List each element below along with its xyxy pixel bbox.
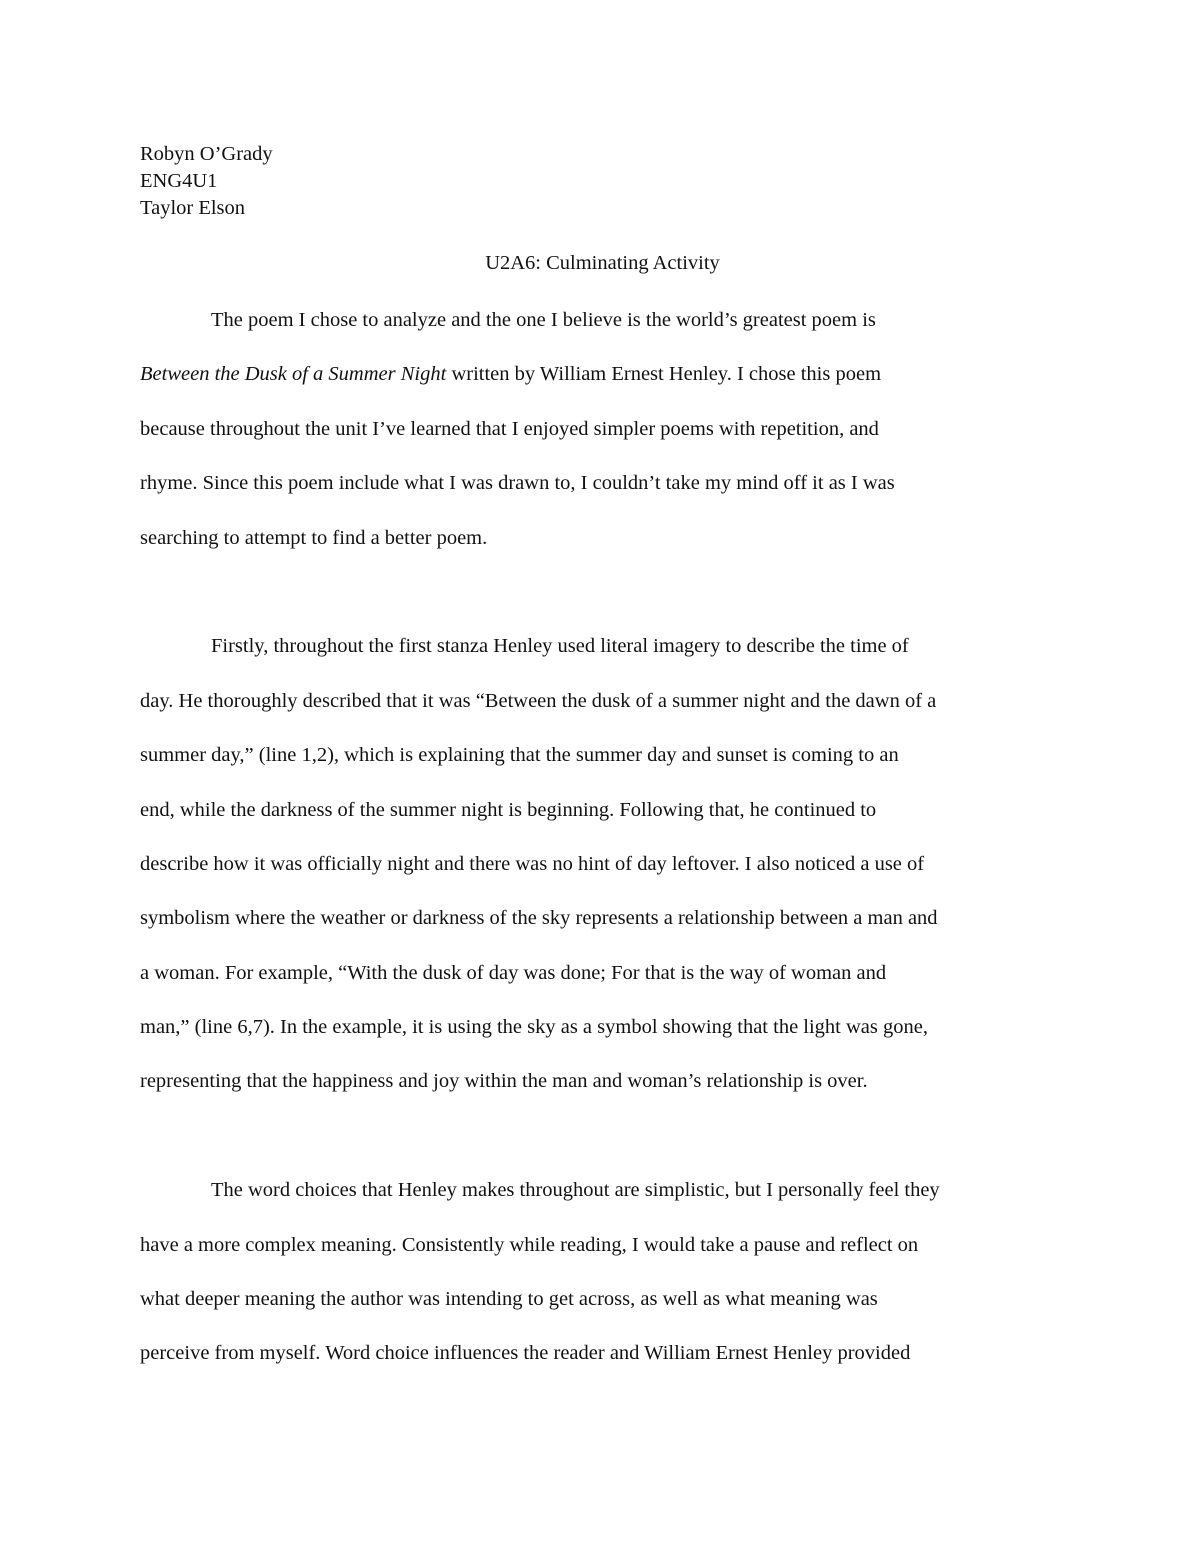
- text-line: end, while the darkness of the summer night is beginning. Following that, he continued to: [140, 798, 877, 821]
- paragraph-3: [140, 1175, 1065, 1393]
- paragraph-1: [140, 305, 1065, 577]
- text-line: have a more complex meaning. Consistently while reading, I would take a pause and reflect on: [140, 1233, 919, 1256]
- text-line: because throughout the unit I’ve learned that I enjoyed simpler poems with repetition, and: [140, 417, 879, 440]
- text-line: summer day,” (line 1,2), which is explaining that the summer day and sunset is coming to an: [140, 744, 899, 767]
- text-line: [140, 359, 1065, 413]
- text-line: symbolism where the weather or darkness of the sky represents a relationship between a man and: [140, 907, 938, 930]
- teacher-name: Taylor Elson: [140, 197, 246, 219]
- text-line: day. He thoroughly described that it was “Between the dusk of a summer night and the dawn of a: [140, 689, 937, 712]
- text-line: Firstly, throughout the first stanza Henley used literal imagery to describe the time of: [211, 635, 909, 658]
- author-name: Robyn O’Grady: [140, 143, 273, 165]
- text-span: written by William Ernest Henley. I chose this poem: [446, 363, 882, 386]
- text-line: describe how it was officially night and there was no hint of day leftover. I also noticed a use of: [140, 852, 925, 875]
- paragraph-2: [140, 631, 1065, 1121]
- text-line: perceive from myself. Word choice influences the reader and William Ernest Henley provided: [140, 1342, 911, 1365]
- header-block: [140, 141, 1065, 222]
- text-line: rhyme. Since this poem include what I was drawn to, I couldn’t take my mind off it as I was: [140, 472, 895, 495]
- paragraph-gap: [140, 577, 1065, 631]
- course-code: ENG4U1: [140, 170, 218, 192]
- text-line: man,” (line 6,7). In the example, it is using the sky as a symbol showing that the light was gone,: [140, 1016, 928, 1039]
- text-line: a woman. For example, “With the dusk of day was done; For that is the way of woman and: [140, 961, 887, 984]
- text-line: what deeper meaning the author was intending to get across, as well as what meaning was: [140, 1288, 878, 1311]
- poem-title: Between the Dusk of a Summer Night: [140, 363, 447, 386]
- paragraph-gap: [140, 1121, 1065, 1175]
- text-line: searching to attempt to find a better poem.: [140, 526, 488, 549]
- document-page: [140, 141, 1065, 1393]
- document-title: U2A6: Culminating Activity: [485, 252, 720, 274]
- text-line: representing that the happiness and joy within the man and woman’s relationship is over.: [140, 1070, 868, 1093]
- text-line: The poem I chose to analyze and the one I believe is the world’s greatest poem is: [211, 309, 876, 331]
- text-line: The word choices that Henley makes throughout are simplistic, but I personally feel they: [211, 1179, 940, 1202]
